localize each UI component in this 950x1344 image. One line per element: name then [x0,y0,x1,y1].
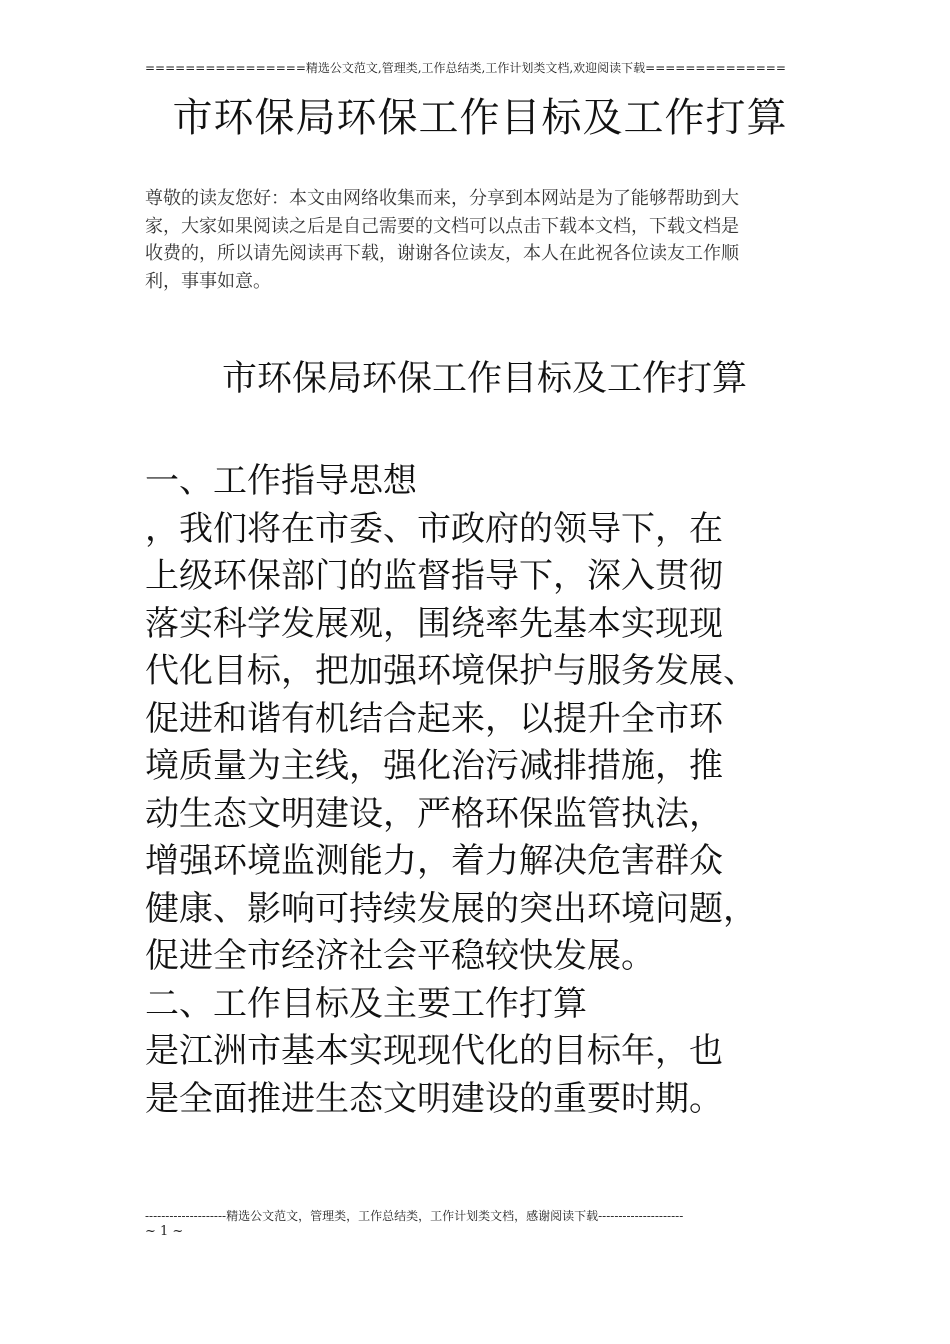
intro-line: 利，事事如意。 [145,270,271,292]
document-title: 市环保局环保工作目标及工作打算 [172,95,788,141]
intro-line: 尊敬的读友您好：本文由网络收集而来，分享到本网站是为了能够帮助到大 [145,188,739,209]
intro-line: 收费的，所以请先阅读再下载，谢谢各位读友，本人在此祝各位读友工作顺 [145,243,739,264]
body-line: 健康、影响可持续发展的突出环境问题， [145,888,757,929]
body-line: 增强环境监测能力，着力解决危害群众 [145,841,723,881]
intro-line: 家，大家如果阅读之后是自己需要的文档可以点击下载本文档，下载文档是 [145,215,739,237]
body-line: 促进和谐有机结合起来，以提升全市环 [145,698,723,739]
body-text [145,458,825,1123]
body-line: 代化目标，把加强环境保护与服务发展、 [145,651,757,691]
intro-paragraph [145,185,805,295]
page-number: ~ 1 ~ [145,1224,184,1239]
footer-banner: --------------------精选公文范文，管理类，工作总结类，工作计划类文档，感谢阅读下载--------------------- [145,1209,684,1223]
section-heading-1: 一、工作指导思想 [145,461,417,501]
body-line: 上级环保部门的监督指导下，深入贯彻 [145,556,723,596]
body-line: 促进全市经济社会平稳较快发展。 [145,936,655,976]
body-line: 境质量为主线，强化治污减排措施，推 [145,746,723,786]
document-subtitle: 市环保局环保工作目标及工作打算 [222,359,748,399]
header-banner: ================精选公文范文,管理类,工作总结类,工作计划类文档,欢迎阅读下载============== [145,61,786,75]
body-line: 是全面推进生态文明建设的重要时期。 [145,1078,723,1119]
section-heading-2: 二、工作目标及主要工作打算 [145,983,587,1024]
body-line: ，我们将在市委、市政府的领导下，在 [145,508,723,549]
body-line: 动生态文明建设，严格环保监管执法， [145,793,723,834]
body-line: 落实科学发展观，围绕率先基本实现现 [145,603,723,644]
body-line: 是江洲市基本实现现代化的目标年，也 [145,1031,723,1071]
